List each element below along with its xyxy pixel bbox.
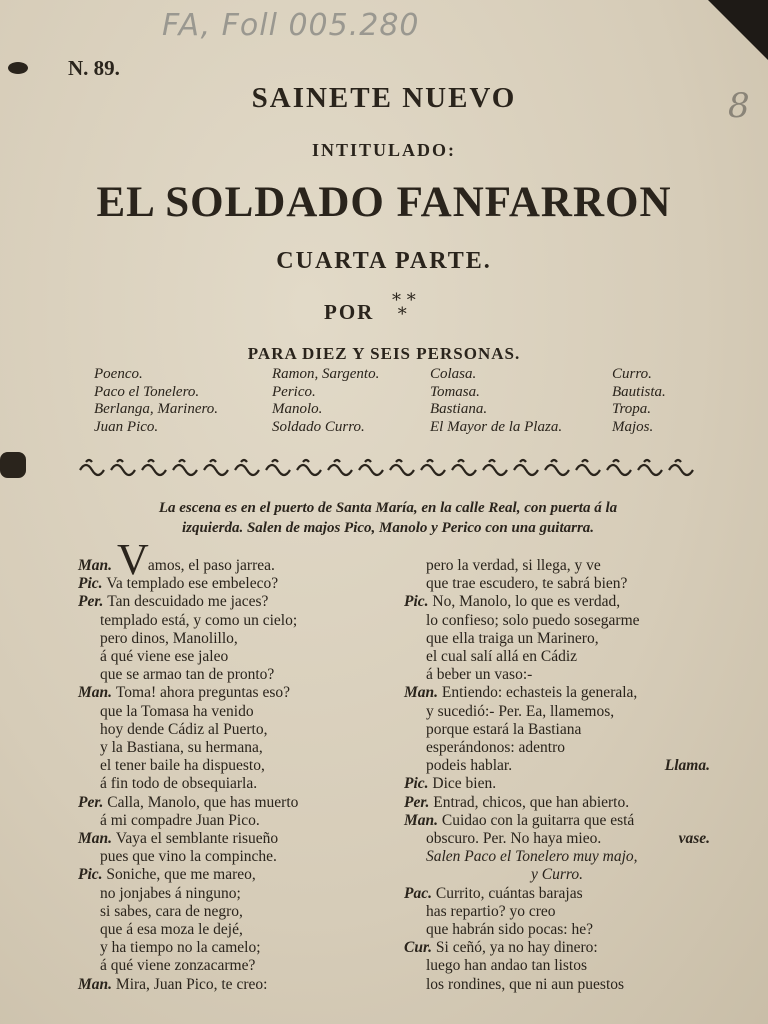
cast-member: Tropa. — [612, 401, 652, 417]
verse-line — [404, 612, 710, 630]
speaker-label: Per. — [404, 793, 434, 811]
verse-text: que trae escudero, te sabrá bien? — [426, 575, 628, 593]
verse-text: y sucedió:- Per. Ea, llamemos, — [426, 702, 615, 720]
verse-text: porque estará la Bastiana — [426, 720, 582, 738]
verse-text: los rondines, que ni aun puestos — [426, 975, 625, 993]
verse-text: y Curro. — [531, 866, 583, 884]
verse-text: el cual salí allá en Cádiz — [426, 648, 578, 666]
cast-member: Juan Pico. — [94, 418, 159, 435]
verse-text: Calla, Manolo, que has muerto — [107, 793, 299, 811]
verse-text: pues que vino la compinche. — [100, 848, 277, 866]
verse-text: Entiendo: echasteis la generala, — [441, 684, 638, 702]
issue-number: N. 89. — [68, 56, 120, 80]
stage-direction: vase. — [678, 830, 710, 848]
verse-line — [78, 666, 388, 684]
main-title: EL SOLDADO FANFARRON — [96, 179, 672, 226]
speaker-label: Man. — [78, 830, 116, 848]
verse-text: no jonjabes á ninguno; — [100, 884, 241, 902]
verse-line — [78, 866, 388, 884]
verse-line — [78, 612, 388, 630]
verse-line — [404, 921, 710, 939]
verse-text: que ella traiga un Marinero, — [426, 629, 599, 647]
verse-text: amos, el paso jarrea. — [147, 557, 275, 574]
verse-text: si sabes, cara de negro, — [100, 902, 243, 920]
scene-line-2: izquierda. Salen de majos Pico, Manolo y Perico con una guitarra. — [181, 520, 595, 536]
verse-line — [404, 812, 710, 830]
cast-column-2 — [272, 366, 379, 436]
verse-text: pero la verdad, si llega, y ve — [426, 557, 601, 574]
verse-line — [78, 630, 388, 648]
verse-line — [78, 939, 388, 957]
speaker-label: Pic. — [404, 775, 433, 793]
verse-text: que se armao tan de pronto? — [100, 666, 275, 684]
verse-line — [404, 775, 710, 793]
verse-text: que á esa moza le dejé, — [100, 921, 243, 939]
title-line-2: INTITULADO: — [311, 140, 457, 160]
cast-member: Bastiana. — [430, 401, 488, 417]
verse-text: y la Bastiana, su hermana, — [100, 739, 263, 757]
verse-text: Si ceñó, ya no hay dinero: — [435, 939, 598, 957]
verse-text: podeis hablar. — [426, 757, 513, 775]
verse-text: esperándonos: adentro — [426, 739, 566, 757]
verse-line — [404, 957, 710, 975]
verse-line — [404, 648, 710, 666]
verse-line — [78, 557, 388, 575]
verse-line — [78, 648, 388, 666]
verse-text: templado está, y como un cielo; — [100, 611, 298, 629]
speaker-label: Man. — [404, 684, 442, 702]
speaker-label: Man. — [78, 975, 116, 993]
scene-description — [74, 498, 702, 538]
verse-text: Dice bien. — [432, 775, 497, 793]
verse-line — [404, 666, 710, 684]
cast-member: Ramon, Sargento. — [272, 366, 380, 382]
verse-line — [404, 866, 710, 884]
verse-text: Toma! ahora preguntas eso? — [115, 684, 290, 702]
verse-line — [78, 593, 388, 611]
cast-member: Manolo. — [272, 401, 323, 417]
verse-line — [78, 775, 388, 793]
verse-text: á qué viene zonzacarme? — [100, 957, 256, 975]
verse-line — [404, 830, 710, 848]
verse-text: Soniche, que me mareo, — [106, 866, 256, 884]
torn-corner — [708, 0, 768, 60]
cast-member: Berlanga, Marinero. — [94, 401, 219, 417]
verse-text: lo confieso; solo puedo sosegarme — [426, 611, 640, 629]
verse-line — [404, 721, 710, 739]
verse-text: que habrán sido pocas: he? — [426, 921, 593, 939]
right-text-column — [404, 557, 710, 994]
verse-text: obscuro. Per. No haya mieo. — [426, 830, 602, 848]
cast-column-3 — [430, 366, 562, 436]
verse-line — [404, 848, 710, 866]
speaker-label: Per. — [78, 593, 108, 611]
verse-line — [404, 557, 710, 575]
left-text-column — [78, 557, 388, 994]
verse-line — [404, 739, 710, 757]
verse-line — [78, 830, 388, 848]
verse-text: á fin todo de obsequiarla. — [100, 775, 258, 793]
verse-text: y ha tiempo no la camelo; — [100, 939, 261, 957]
verse-line — [78, 794, 388, 812]
ornamental-divider — [76, 456, 696, 478]
verse-text: Mira, Juan Pico, te creo: — [115, 975, 268, 993]
cast-member: El Mayor de la Plaza. — [430, 418, 563, 435]
cast-member: Poenco. — [94, 366, 143, 382]
author-stars: * * * — [392, 290, 416, 325]
title-line-1: SAINETE NUEVO — [251, 82, 517, 114]
handwritten-number: 8 — [728, 86, 750, 126]
speaker-label: Man. — [78, 557, 116, 574]
cast-member: Paco el Tonelero. — [94, 383, 200, 400]
speaker-label: Man. — [404, 811, 442, 829]
speaker-label: Pac. — [404, 884, 436, 902]
verse-line — [404, 703, 710, 721]
speaker-label: Per. — [78, 793, 108, 811]
cast-member: Curro. — [612, 366, 652, 382]
verse-line — [404, 684, 710, 702]
cast-column-4 — [612, 366, 666, 436]
verse-text: á beber un vaso:- — [426, 666, 533, 684]
stage-direction: Llama. — [664, 757, 710, 775]
verse-line — [404, 593, 710, 611]
verse-line — [404, 939, 710, 957]
shelfmark-stamp: FA, Foll 005.280 — [162, 8, 420, 43]
cast-column-1 — [94, 366, 218, 436]
verse-text: Tan descuidado me jaces? — [107, 593, 269, 611]
speaker-label: Pic. — [78, 575, 107, 593]
verse-line — [78, 739, 388, 757]
verse-text: luego han andao tan listos — [426, 957, 587, 975]
drop-cap: V — [117, 535, 149, 584]
speaker-label: Pic. — [404, 593, 433, 611]
verse-text: No, Manolo, lo que es verdad, — [432, 593, 621, 611]
verse-line — [78, 957, 388, 975]
verse-text: Vaya el semblante risueño — [115, 830, 279, 848]
verse-text: á mi compadre Juan Pico. — [100, 811, 260, 829]
verse-line — [404, 575, 710, 593]
verse-line — [78, 976, 388, 994]
verse-text: que la Tomasa ha venido — [100, 702, 254, 720]
verse-line — [404, 630, 710, 648]
verse-line — [78, 575, 388, 593]
verse-line — [404, 757, 710, 775]
verse-line — [404, 885, 710, 903]
speaker-label: Pic. — [78, 866, 107, 884]
part-title: CUARTA PARTE. — [276, 248, 492, 274]
speaker-label: Man. — [78, 684, 116, 702]
verse-text: Currito, cuántas barajas — [435, 884, 583, 902]
verse-line — [404, 976, 710, 994]
verse-text: pero dinos, Manolillo, — [100, 629, 238, 647]
verse-line — [78, 757, 388, 775]
verse-line — [404, 794, 710, 812]
verse-text: el tener baile ha dispuesto, — [100, 757, 265, 775]
verse-line — [78, 903, 388, 921]
verse-line — [78, 848, 388, 866]
verse-text: Cuidao con la guitarra que está — [441, 811, 635, 829]
verse-line — [78, 703, 388, 721]
verse-line — [404, 903, 710, 921]
speaker-label: Cur. — [404, 939, 436, 957]
verse-line — [78, 921, 388, 939]
cast-member: Colasa. — [430, 366, 477, 382]
verse-text: Va templado ese embeleco? — [106, 575, 279, 593]
verse-text: hoy dende Cádiz al Puerto, — [100, 720, 268, 738]
cast-member: Soldado Curro. — [272, 418, 365, 435]
author-label: POR — [324, 300, 375, 324]
verse-line — [78, 684, 388, 702]
ink-blot — [0, 452, 26, 478]
cast-member: Perico. — [272, 383, 316, 400]
verse-text: has repartio? yo creo — [426, 902, 556, 920]
verse-text: Salen Paco el Tonelero muy majo, — [426, 848, 638, 866]
ink-blot — [8, 62, 28, 74]
verse-text: Entrad, chicos, que han abierto. — [433, 793, 630, 811]
verse-line — [78, 885, 388, 903]
scene-line-1: La escena es en el puerto de Santa María, en la calle Real, con puerta á la — [158, 500, 618, 516]
cast-member: Bautista. — [612, 383, 666, 400]
cast-member: Tomasa. — [430, 383, 480, 400]
cast-member: Majos. — [612, 418, 654, 435]
verse-line — [78, 812, 388, 830]
verse-text: á qué viene ese jaleo — [100, 648, 229, 666]
cast-heading: PARA DIEZ Y SEIS PERSONAS. — [247, 344, 521, 363]
verse-line — [78, 721, 388, 739]
